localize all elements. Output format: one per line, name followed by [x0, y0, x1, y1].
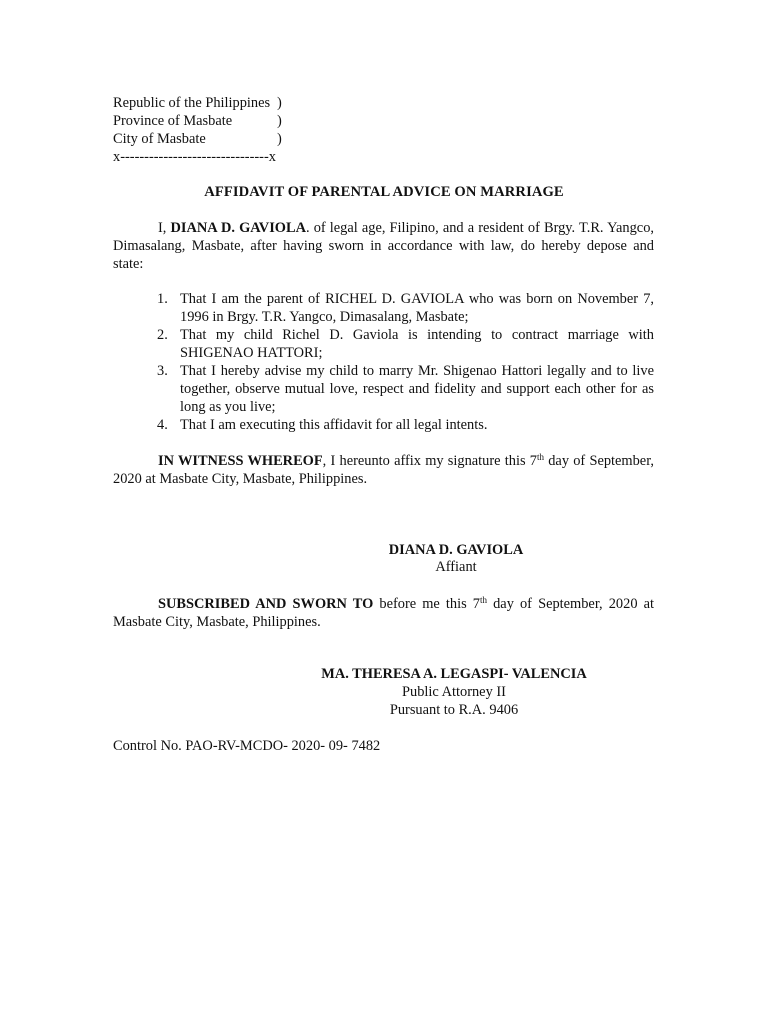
statements-list [113, 290, 654, 434]
statement-number: 3. [157, 363, 168, 379]
jurat-paragraph [113, 595, 654, 631]
statement-number: 1. [157, 291, 168, 307]
caption-label: City of Masbate [113, 131, 206, 147]
statement-text: That I am the parent of RICHEL D. GAVIOLA who was born on November 7, 1996 in Brgy. T.R. Yangco, Dimasalang, Masbate; [180, 291, 654, 325]
statement-number: 4. [157, 417, 168, 433]
attorney-name: MA. THERESA A. LEGASPI- VALENCIA [321, 666, 587, 682]
caption-line-republic [113, 94, 313, 112]
affiant-role: Affiant [435, 559, 477, 575]
attorney-title: Public Attorney II [402, 684, 506, 700]
statement-item [113, 416, 654, 434]
statement-item [113, 362, 654, 416]
witness-text-end: day of September, 2020 at Masbate City, Masbate, Philippines. [113, 453, 655, 487]
caption-paren: ) [277, 131, 282, 147]
jurat-text: before me this 7 [373, 596, 480, 612]
caption-label: Province of Masbate [113, 113, 233, 129]
caption-paren: ) [277, 113, 282, 129]
caption-paren: ) [277, 95, 282, 111]
attorney-authority: Pursuant to R.A. 9406 [389, 702, 519, 718]
caption-line-city [113, 130, 313, 148]
witness-text: , I hereunto affix my signature this 7 [322, 453, 537, 469]
jurat-lead: SUBSCRIBED AND SWORN TO [158, 596, 374, 612]
jurat-text-end: day of September, 2020 at Masbate City, Masbate, Philippines. [113, 596, 654, 630]
affiant-name: DIANA D. GAVIOLA [388, 542, 524, 558]
intro-paragraph [113, 219, 654, 273]
intro-prefix: I, [158, 220, 171, 236]
witness-lead: IN WITNESS WHEREOF [158, 453, 323, 469]
statement-item [113, 290, 654, 326]
statement-text: That my child Richel D. Gaviola is intending to contract marriage with SHIGENAO HATTORI; [180, 327, 654, 361]
statement-number: 2. [157, 327, 168, 343]
caption-separator: x-------------------------------x [113, 149, 276, 165]
witness-ordinal: th [537, 452, 545, 462]
caption-label: Republic of the Philippines [113, 95, 271, 111]
statement-text: That I am executing this affidavit for all legal intents. [180, 417, 488, 433]
statement-item [113, 326, 654, 362]
control-number: Control No. PAO-RV-MCDO- 2020- 09- 7482 [113, 738, 381, 754]
document-title: AFFIDAVIT OF PARENTAL ADVICE ON MARRIAGE [204, 184, 564, 200]
intro-affiant-name: DIANA D. GAVIOLA [170, 220, 306, 236]
caption-line-province [113, 112, 313, 130]
statement-text: That I hereby advise my child to marry Mr. Shigenao Hattori legally and to live together, observe mutual love, respect and fidelity and support each other for as long as you live; [180, 363, 654, 415]
intro-text: . of legal age, Filipino, and a resident of Brgy. T.R. Yangco, Dimasalang, Masbate, after having sworn in accordance with law, do hereby depose and state: [113, 220, 654, 272]
jurat-ordinal: th [480, 595, 488, 605]
witness-paragraph [113, 452, 654, 488]
